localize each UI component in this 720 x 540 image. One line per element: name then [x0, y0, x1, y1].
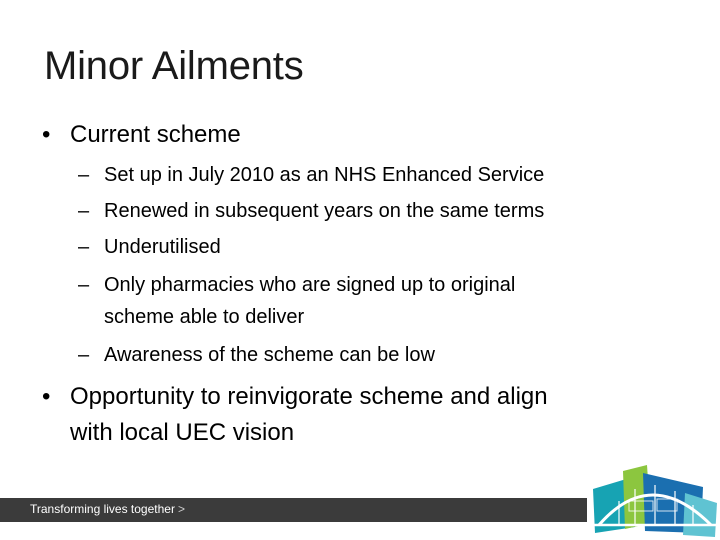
sub-bullet-text: Underutilised	[104, 236, 221, 258]
footer-bar	[0, 498, 587, 522]
bullet-marker: •	[42, 121, 51, 148]
bullet-text-line-2: with local UEC vision	[70, 419, 295, 446]
bridge-logo-icon	[585, 463, 720, 540]
dash-marker: –	[78, 200, 90, 222]
footer-tagline	[30, 502, 185, 516]
chevron-right-icon: >	[177, 502, 185, 516]
sub-bullet-text-line-1: Only pharmacies who are signed up to original	[104, 274, 516, 296]
sub-bullet-text: Renewed in subsequent years on the same terms	[104, 200, 545, 222]
footer-tagline-text: Transforming lives together	[30, 502, 175, 516]
sub-bullet-text: Awareness of the scheme can be low	[104, 344, 435, 366]
dash-marker: –	[78, 274, 90, 296]
dash-marker: –	[78, 164, 90, 186]
bullet-text-line-1: Opportunity to reinvigorate scheme and align	[70, 383, 548, 410]
slide-title: Minor Ailments	[44, 44, 304, 88]
dash-marker: –	[78, 236, 90, 258]
bullet-marker: •	[42, 383, 51, 410]
dash-marker: –	[78, 344, 90, 366]
sub-bullet-text-line-2: scheme able to deliver	[104, 306, 305, 328]
sub-bullet-text: Set up in July 2010 as an NHS Enhanced Service	[104, 164, 545, 186]
bullet-text: Current scheme	[70, 121, 241, 148]
